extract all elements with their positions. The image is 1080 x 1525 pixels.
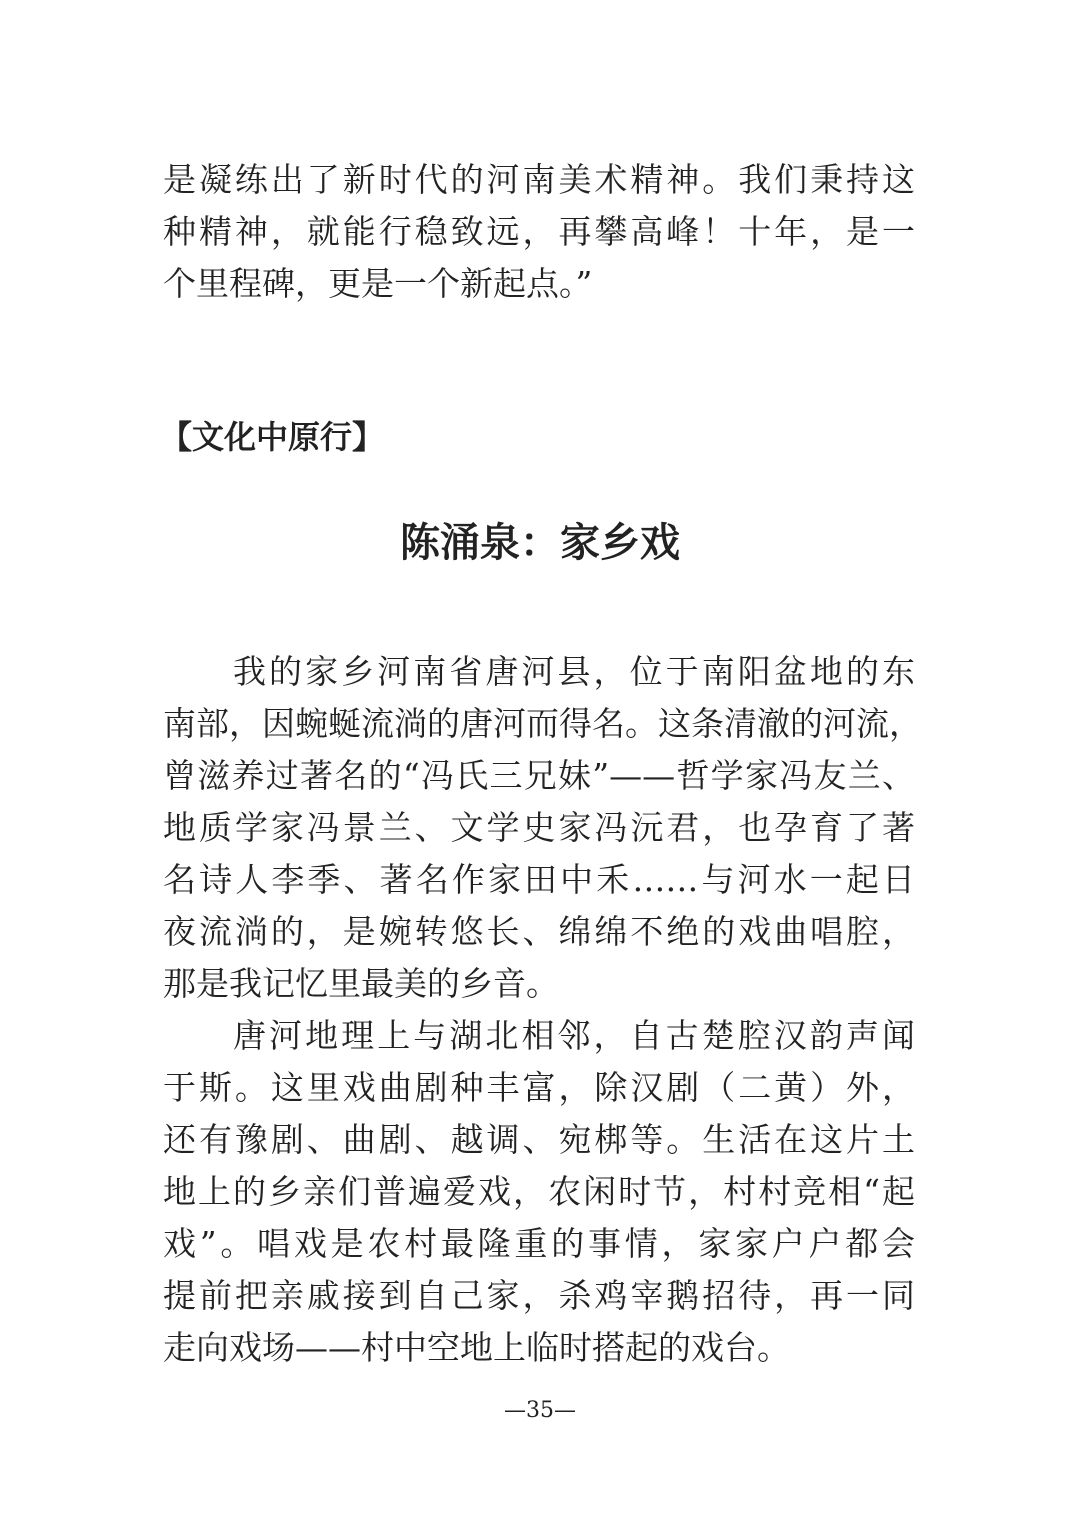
text-line: 戏”。唱戏是农村最隆重的事情，家家户户都会 [163, 1224, 915, 1263]
column-tag: 【文化中原行】 [160, 418, 385, 456]
text-line: 曾滋养过著名的“冯氏三兄妹”——哲学家冯友兰、 [163, 756, 915, 795]
text-line: 我的家乡河南省唐河县，位于南阳盆地的东 [233, 652, 915, 691]
text-line: 种精神，就能行稳致远，再攀高峰！十年，是一 [163, 212, 915, 251]
text-line: 南部，因蜿蜒流淌的唐河而得名。这条清澈的河流， [163, 704, 922, 743]
article-title: 陈涌泉：家乡戏 [400, 520, 680, 566]
page-number: —35— [504, 1398, 576, 1423]
text-line: 那是我记忆里最美的乡音。 [163, 964, 559, 1003]
text-line: 个里程碑，更是一个新起点。” [163, 264, 593, 303]
text-line: 地上的乡亲们普遍爱戏，农闲时节，村村竞相“起 [163, 1172, 915, 1211]
text-line: 走向戏场——村中空地上临时搭起的戏台。 [163, 1328, 790, 1367]
text-line: 提前把亲戚接到自己家，杀鸡宰鹅招待，再一同 [163, 1276, 915, 1315]
text-line: 还有豫剧、曲剧、越调、宛梆等。生活在这片土 [163, 1120, 915, 1159]
text-line: 唐河地理上与湖北相邻，自古楚腔汉韵声闻 [233, 1016, 915, 1055]
text-line: 夜流淌的，是婉转悠长、绵绵不绝的戏曲唱腔， [163, 912, 915, 951]
text-line: 于斯。这里戏曲剧种丰富，除汉剧（二黄）外， [163, 1068, 915, 1107]
text-line: 地质学家冯景兰、文学史家冯沅君，也孕育了著 [163, 808, 915, 847]
text-line: 是凝练出了新时代的河南美术精神。我们秉持这 [163, 160, 915, 199]
text-line: 名诗人李季、著名作家田中禾……与河水一起日 [163, 860, 915, 899]
